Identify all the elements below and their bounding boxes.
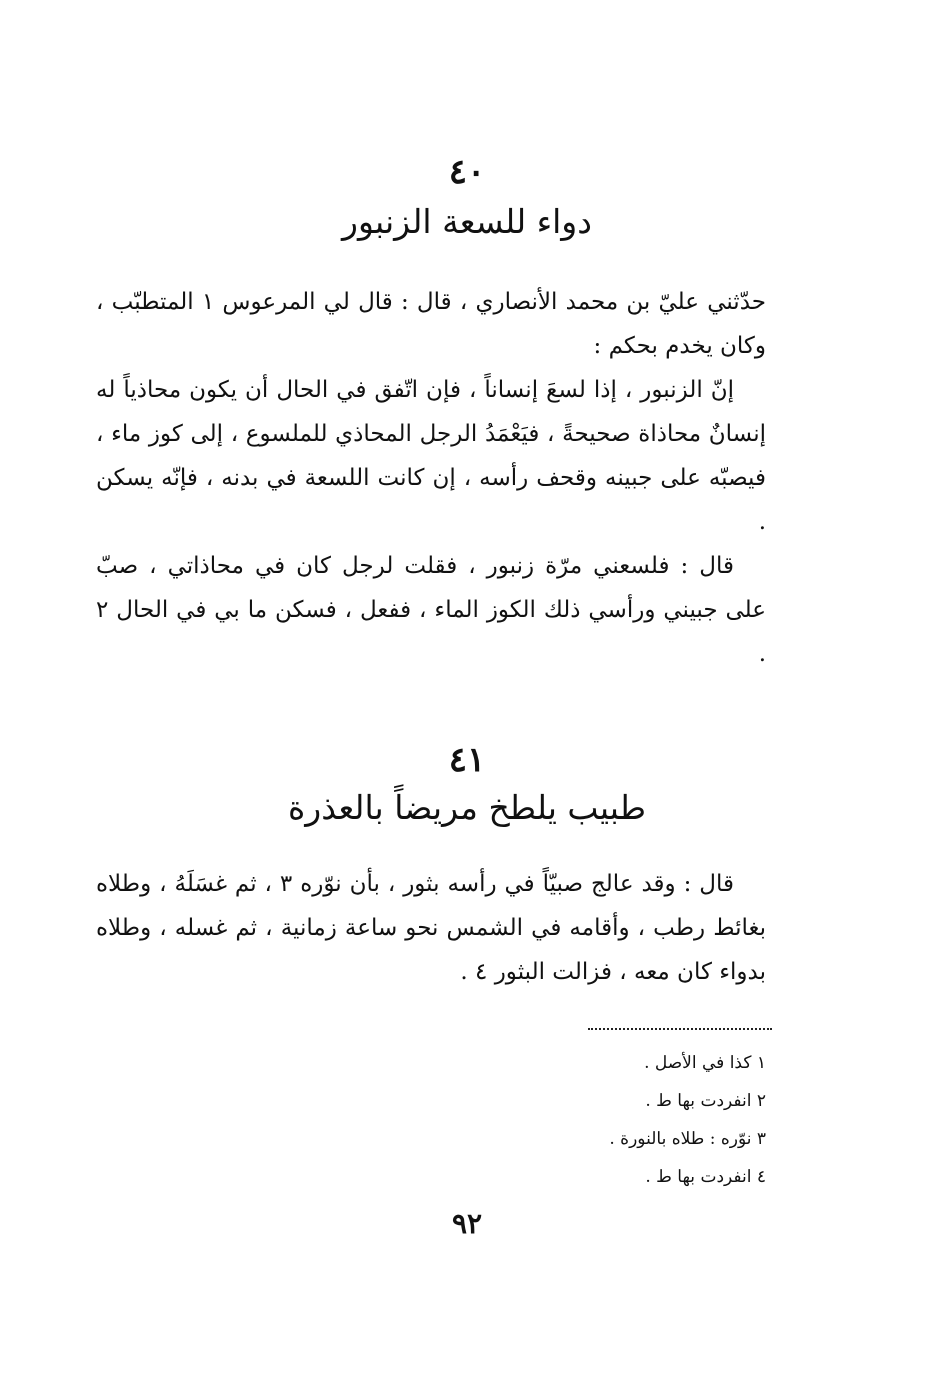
- section-title-40: دواء للسعة الزنبور: [342, 202, 592, 241]
- paragraph: حدّثني عليّ بن محمد الأنصاري ، قال : قال لي المرعوس ١ المتطبّب ، وكان يخدم بحكم :: [96, 289, 766, 359]
- footnote-2: ٢ انفردت بها ط .: [645, 1091, 766, 1111]
- section-number-41: ٤١: [448, 740, 486, 780]
- section-41-body: [96, 862, 766, 994]
- paragraph: إنّ الزنبور ، إذا لسعَ إنساناً ، فإن اتّفق في الحال أن يكون محاذياً له إنسانٌ محاذاة صحيحةً ، فيَعْمَدُ الرجل المحاذي للملسوع ، إلى كوز ماء ، فيصبّه على جبينه وقحف رأسه ، إن كانت اللسعة في بدنه ، فإنّه يسكن .: [96, 377, 766, 535]
- footnote-3: ٣ نوّره : طلاه بالنورة .: [609, 1129, 766, 1149]
- section-40-body: [96, 280, 766, 676]
- section-number-40: ٤٠: [448, 152, 486, 192]
- footnote-1: ١ كذا في الأصل .: [644, 1053, 766, 1073]
- page-number: ٩٢: [451, 1207, 483, 1240]
- paragraph: قال : وقد عالج صبيّاً في رأسه بثور ، بأن نوّره ٣ ، ثم غسَلَهُ ، وطلاه بغائط رطب ، وأقامه في الشمس نحو ساعة زمانية ، ثم غسله ، وطلاه بدواء كان معه ، فزالت البثور ٤ .: [96, 871, 766, 985]
- paragraph: قال : فلسعني مرّة زنبور ، فقلت لرجل كان في محاذاتي ، صبّ على جبيني ورأسي ذلك الكوز الماء ، ففعل ، فسكن ما بي في الحال ٢ .: [96, 553, 766, 667]
- section-title-41: طبيب يلطخ مريضاً بالعذرة: [287, 788, 647, 827]
- footnotes: [420, 1044, 766, 1196]
- footnote-4: ٤ انفردت بها ط .: [645, 1167, 766, 1187]
- footnote-separator: [588, 1028, 772, 1030]
